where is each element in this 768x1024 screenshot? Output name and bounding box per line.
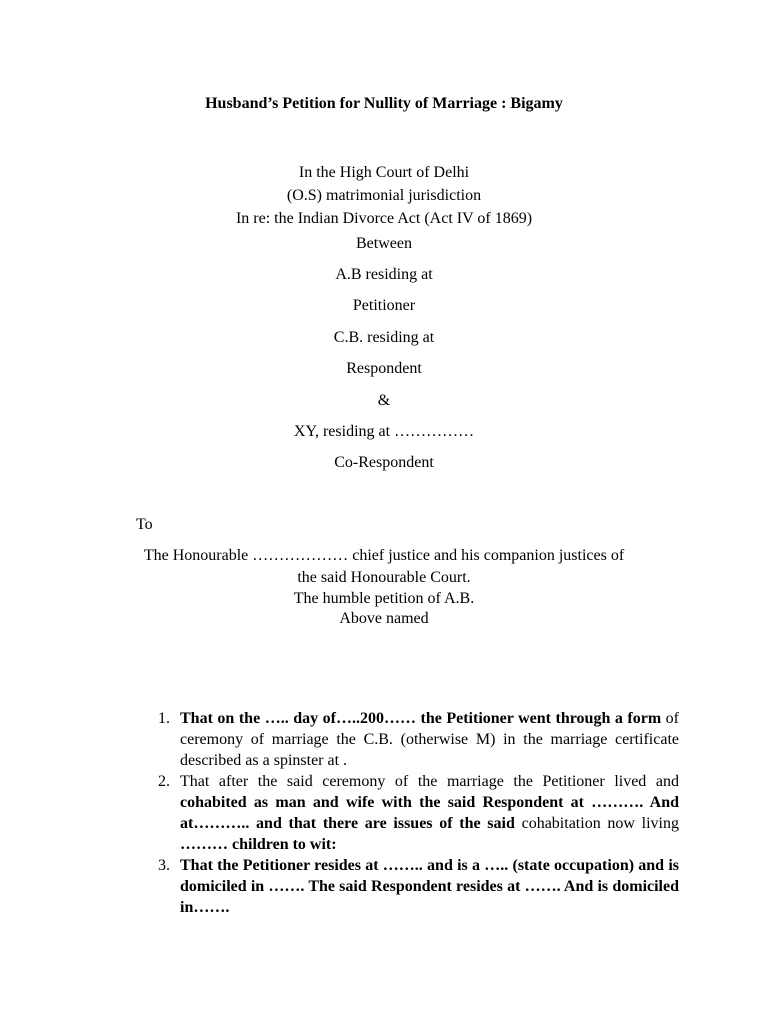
- list-item: [146, 708, 679, 771]
- to-label: To: [136, 516, 153, 533]
- list-text: That after the said ceremony of the marriage the Petitioner lived and: [180, 773, 679, 790]
- humble-petition: The humble petition of A.B.: [293, 590, 475, 607]
- list-text: of ceremony of marriage the C.B. (otherwise M) in the marriage certificate described as a spinster at .: [180, 710, 680, 769]
- petitioner-address: A.B residing at: [335, 266, 433, 283]
- list-item: [146, 771, 679, 855]
- court-name: In the High Court of Delhi: [298, 164, 470, 181]
- list-text-bold: That on the ….. day of…..200…… the Petitioner went through a form: [180, 710, 662, 727]
- above-named: Above named: [339, 610, 429, 627]
- list-number: 2.: [158, 773, 170, 790]
- co-respondent-label: Co-Respondent: [334, 454, 434, 471]
- ampersand: &: [377, 392, 391, 409]
- respondent-label: Respondent: [346, 360, 422, 377]
- between-label: Between: [356, 235, 412, 252]
- list-number: 1.: [158, 710, 170, 727]
- court-line: the said Honourable Court.: [297, 569, 471, 586]
- list-item: [146, 855, 679, 918]
- list-text-bold: That the Petitioner resides at …….. and is a ….. (state occupation) and is domiciled in ……. The said Respondent resides at ……. And is domiciled in…….: [180, 857, 679, 916]
- document-title: Husband’s Petition for Nullity of Marriage : Bigamy: [205, 95, 563, 112]
- petitioner-label: Petitioner: [352, 297, 416, 314]
- jurisdiction: (O.S) matrimonial jurisdiction: [286, 187, 482, 204]
- list-text-bold: cohabited as man and wife with the said Respondent at ………. And at……….. and that there are issues of the said: [180, 794, 679, 832]
- respondent-address: C.B. residing at: [333, 329, 435, 346]
- list-number: 3.: [158, 857, 170, 874]
- co-respondent-address: XY, residing at ……………: [293, 423, 475, 440]
- list-text: cohabitation now living: [514, 815, 680, 832]
- petition-list: [146, 708, 679, 918]
- honourable-line: [0, 546, 768, 566]
- list-text-bold: ……… children to wit:: [180, 836, 337, 853]
- honourable-text: The Honourable ……………… chief justice and his companion justices of: [143, 547, 625, 564]
- act-reference: In re: the Indian Divorce Act (Act IV of 1869): [235, 210, 533, 227]
